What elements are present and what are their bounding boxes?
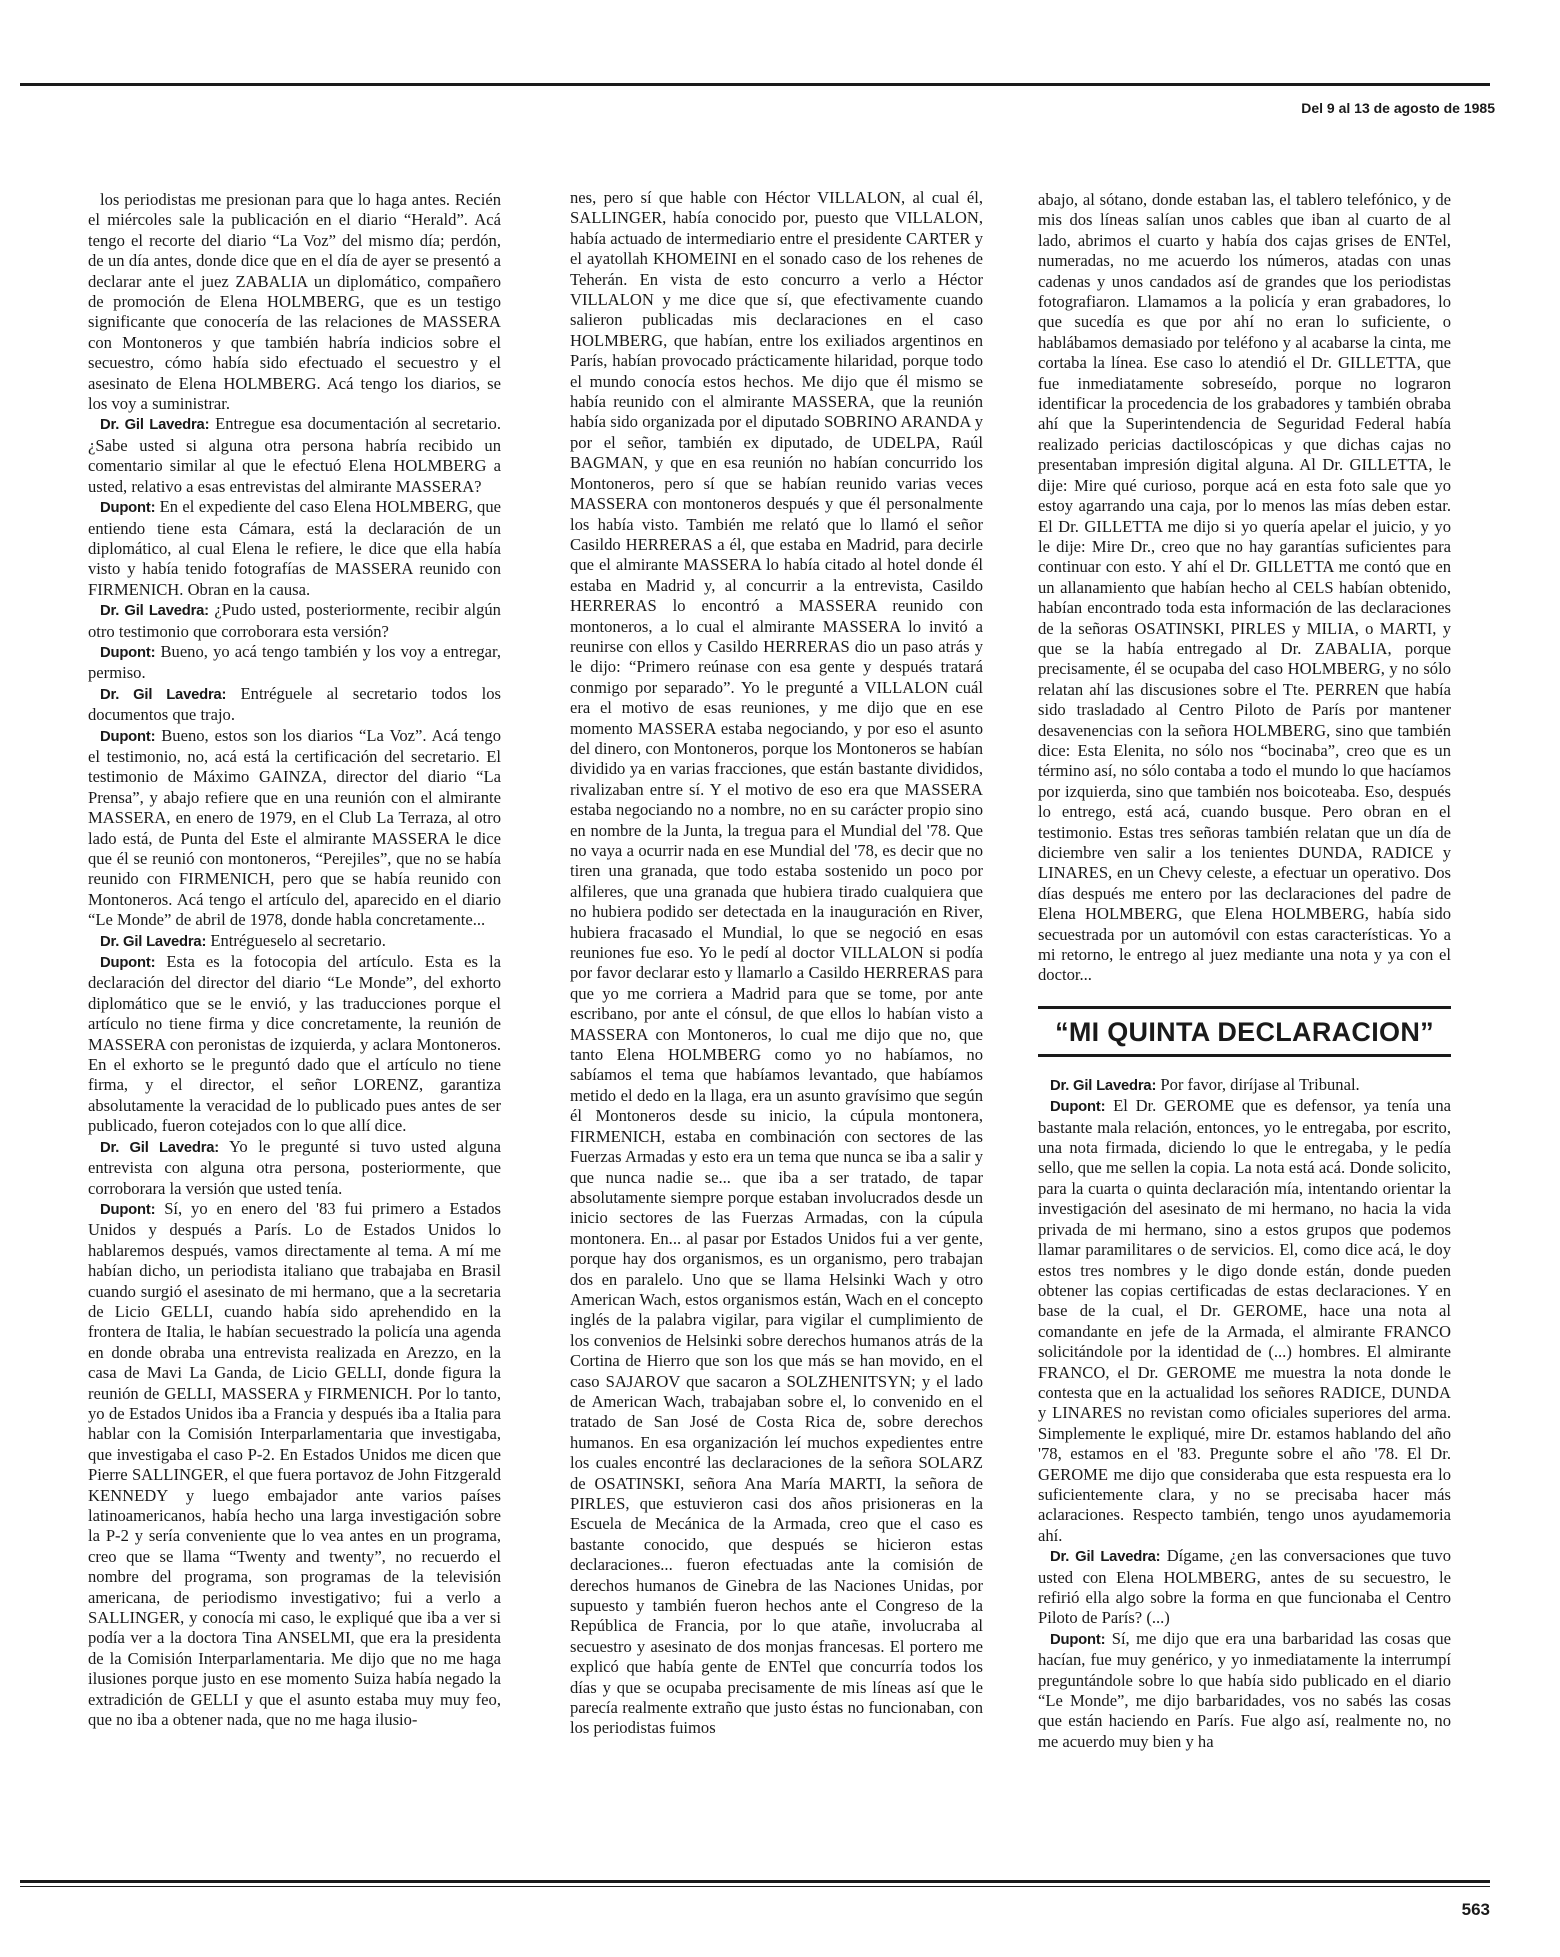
paragraph xyxy=(88,642,501,684)
paragraph xyxy=(1038,1075,1451,1096)
section-header xyxy=(1038,1006,1451,1057)
paragraph xyxy=(88,190,501,414)
section-title: “MI QUINTA DECLARACION” xyxy=(1055,1016,1434,1047)
speaker-label: Dr. Gil Lavedra: xyxy=(100,686,227,703)
speaker-label: Dr. Gil Lavedra: xyxy=(1050,1549,1161,1566)
speaker-label: Dupont: xyxy=(100,500,156,517)
speaker-label: Dr. Gil Lavedra: xyxy=(100,603,209,620)
column-2 xyxy=(570,188,983,1739)
paragraph xyxy=(88,726,501,931)
paragraph xyxy=(1038,1096,1451,1546)
paragraph xyxy=(88,952,501,1137)
issue-dateline: Del 9 al 13 de agosto de 1985 xyxy=(1301,100,1495,116)
paragraph-text: Entréguele al secretario todos los documentos que trajo. xyxy=(88,683,501,725)
speaker-label: Dupont: xyxy=(100,955,156,972)
paragraph xyxy=(88,931,501,952)
paragraph xyxy=(88,600,501,642)
column-3-top xyxy=(1038,190,1451,986)
paragraph xyxy=(88,414,501,497)
speaker-label: Dr. Gil Lavedra: xyxy=(100,417,210,434)
paragraph-text: nes, pero sí que hable con Héctor VILLALON, al cual él, SALLINGER, había conocido por, puesto que VILLALON, había actuado de intermediario entre el presidente CARTER y el ayatollah KHOMEINI en el sonado caso de los rehenes de Teherán. En vista de esto concurro a verlo a Héctor VILLALON y me dice que sí, que efectivamente cuando salieron publicadas mis declaraciones en el caso HOLMBERG, que habían, entre los exiliados argentinos en París, habían provocado prácticamente hilaridad, porque todo el mundo conocía estos hechos. Me dijo que él mismo se había reunido con el almirante MASSERA, que la reunión había sido organizada por el diputado SOBRINO ARANDA y por el señor, también ex diputado, de UDELPA, Raúl BAGMAN, y que en esa reunión no habían concurrido los Montoneros, pero sí que se habían reunido varias veces MASSERA con montoneros después y que él personalmente los había visto. También me relató que lo llamó el señor Casildo HERRERAS a él, que estaba en Madrid, para decirle que el almirante MASSERA lo había citado al hotel donde él estaba en Madrid y, al concurrir a la entrevista, Casildo HERRERAS lo encontró a MASSERA reunido con montoneros, a lo cual el almirante MASSERA lo invitó a reunirse con ellos y Casildo HERRERAS dio un paso atrás y le dijo: “Primero reúnase con esa gente y después tratará conmigo por separado”. Yo le pregunté a VILLALON cuál era el motivo de esas reuniones, y me dijo que en ese momento MASSERA estaba negociando, y por eso el asunto del dinero, con Montoneros, porque los Montoneros se habían dividido ya en varias fracciones, que están bastante divididos, rivalizaban entre sí. Y el motivo de eso era que MASSERA estaba negociando no a nombre, no en su carácter propio sino en nombre de la Junta, la tregua para el Mundial del '78. Que no vaya a ocurrir nada en ese Mundial del '78, es decir que no tiren una granada, que todo estaba sostenido un poco por alfileres, que una granada que hubiera tirado cualquiera que no hubiera podido ser detectada en la inauguración en River, hubiera fracasado el Mundial, lo que se negoció en esas reuniones fue eso. Yo le pedí al doctor VILLALON si podía por favor declarar esto y llamarlo a Casildo HERRERAS para que yo me corriera a Madrid para que se tome, por ante escribano, por ante el cónsul, de que ellos lo habían visto a MASSERA con Montoneros, lo cual me dijo que no, que tanto Elena HOLMBERG como yo no habíamos, no sabíamos el tema que habíamos levantado, que habíamos metido el dedo en la llaga, era un asunto gravísimo que según él Montoneros desde su inicio, la cúpula montonera, FIRMENICH, estaba en combinación con sectores de las Fuerzas Armadas y esto era un tema que nunca se iba a salir y que nunca nadie se... que iba a ser tratado, de tapar absolutamente siempre porque estaban involucrados desde un inicio sectores de las Fuerzas Armadas, con la cúpula montonera. En... al pasar por Estados Unidos fui a ver gente, porque hay dos organismos, es un organismo, pero trabajan dos en paralelo. Uno que se llama Helsinki Wach y otro American Wach, estos organismos están, Wach en el concepto inglés de la palabra vigilar, para vigilar el cumplimiento de los convenios de Helsinki sobre derechos humanos atrás de la Cortina de Hierro que son los que más se han movido, en el caso SAJAROV que sacaron a SOLZHENITSYN; y el lado de American Wach, trabajaban sobre el, lo convenido en el tratado de San José de Costa Rica de, sobre derechos humanos. En esa organización leí muchos expedientes entre los cuales encontré las declaraciones de la señora SOLARZ de OSATINSKI, señora Ana María MARTI, la señora de PIRLES, que estuvieron casi dos años prisioneras en la Escuela de Mecánica de la Armada, creo que el caso es bastante conocido, que después se hicieron estas declaraciones... fueron efectuadas ante la comisión de derechos humanos de Ginebra de las Naciones Unidas, por supuesto y también fueron hechos ante el Congreso de la República de Francia, por lo que atañe, involucraba al secuestro y asesinato de dos monjas francesas. El portero me explicó que había gente de ENTel que concurría todos los días y que se ocupaba precisamente de mis líneas así que le parecía realmente extraño que justo éstas no funcionaban, con los periodistas fuimos xyxy=(570,188,983,1738)
paragraph xyxy=(88,1137,501,1199)
paragraph xyxy=(570,188,983,1739)
paragraph xyxy=(1038,1629,1451,1752)
speaker-label: Dupont: xyxy=(100,728,156,745)
paragraph xyxy=(88,497,501,600)
paragraph-text: abajo, al sótano, donde estaban las, el tablero telefónico, y de mis dos líneas salían unos cables que iban al cuarto de al lado, abrimos el cuarto y había dos cajas grises de ENTel, numeradas, no me acuerdo los números, atadas con unas cadenas y unos candados así de grandes que los periodistas fotografiaron. Llamamos a la policía y eran grabadores, lo que sucedía es que por ahí no eran lo suficiente, o hablábamos demasiado por teléfono y al acabarse la cinta, me cortaba la línea. Ese caso lo atendió el Dr. GILLETTA, que fue inmediatamente sobreseído, porque no lograron identificar la procedencia de los grabadores y también obraba ahí que la Superintendencia de Seguridad Federal había realizado pericias dactiloscópicas y que dichas cajas no presentaban impresión digital alguna. Al Dr. GILLETTA, le dije: Mire qué curioso, porque acá en esta foto sale que yo estoy agarrando una caja, por lo menos las mías deben estar. El Dr. GILLETTA me dijo si yo quería apelar el juicio, y yo le dije: Mire Dr., creo que no hay garantías suficientes para continuar con esto. Y ahí el Dr. GILLETTA me contó que en un allanamiento que habían hecho al CELS habían obtenido, habían encontrado toda esta información de las declaraciones de la señoras OSATINSKI, PIRLES y MILIA, o MARTI, y que se la había entregado al Dr. ZABALIA, porque precisamente, él se ocupaba del caso HOLMBERG, y no sólo relatan ahí las discusiones sobre el Tte. PERREN que había sido trasladado al Centro Piloto de París por mantener desavenencias con la señora HOLMBERG, sino que también dice: Esta Elenita, no sólo nos “bocinaba”, creo que es un término así, no sólo contaba a todo el mundo lo que hacíamos por izquierda, sino que también nos boicoteaba. Eso, después lo entrego, está acá, cuando busque. Pero obran en el testimonio. Estas tres señoras también relatan que un día de diciembre ven salir a los tenientes DUNDA, RADICE y LINARES, en un Chevy celeste, a efectuar un operativo. Dos días después me entero por las declaraciones del padre de Elena HOLMBERG, que Elena HOLMBERG, había sido secuestrada por un automóvil con estas características. Yo a mi retorno, le entrego al juez mediante una nota y ya con el doctor... xyxy=(1038,190,1451,985)
paragraph-text: Bueno, estos son los diarios “La Voz”. Acá tengo el testimonio, no, acá está la certificación del secretario. El testimonio de Máximo GAINZA, director del diario “La Prensa”, y abajo refiere que en una reunión con el almirante MASSERA, en enero de 1979, en el Club La Terraza, al otro lado está, de Punta del Este el almirante MASSERA le dice que él se reunió con montoneros, “Perejiles”, que no se había reunido con FIRMENICH, pero que se había reunido con Montoneros. Acá tengo el artículo del, aparecido en el diario “Le Monde” de abril de 1978, donde habla concretamente... xyxy=(88,725,501,930)
paragraph-text: Esta es la fotocopia del artículo. Esta es la declaración del director del diario “Le Monde”, del exhorto diplomático que se le envió, y las traducciones porque el artículo no tiene firma y dice concretamente, la reunión de MASSERA con peronistas de izquierda, y aclara Montoneros. En el exhorto se le preguntó dado que el artículo no tiene firma, y el director, el señor LORENZ, garantiza absolutamente la veracidad de lo publicado pues antes de ser publicado, fueron cotejados con lo que allí dice. xyxy=(88,952,502,1136)
paragraph-text: Dígame, ¿en las conversaciones que tuvo usted con Elena HOLMBERG, antes de su secuestro, le refirió ella algo sobre la forma en que funcionaba el Centro Piloto de París? (...) xyxy=(1038,1546,1451,1628)
speaker-label: Dupont: xyxy=(1050,1099,1106,1116)
paragraph-text: Entregue esa documentación al secretario. ¿Sabe usted si alguna otra persona habría recibido un comentario similar al que le efectuó Elena HOLMBERG a usted, relativo a esas entrevistas del almirante MASSERA? xyxy=(88,414,502,496)
column-3-bottom xyxy=(1038,1075,1451,1752)
paragraph-text: El Dr. GEROME que es defensor, ya tenía una bastante mala relación, entonces, yo le entregaba, por escrito, una nota firmada, diciendo lo que le entregaba, y le pedía sello, que me sellen la copia. La nota está acá. Donde solicito, para la cuarta o quinta declaración mía, intentando orientar la investigación del asesinato de mi hermano, no hacia la vida privada de mi hermano, sino a estos grupos que podemos llamar paramilitares o de servicios. El, como dice acá, le doy estos tres nombres y le digo donde están, donde pueden obtener las copias certificadas de estas declaraciones. Y en base de la cual, el Dr. GEROME, hace una nota al comandante en jefe de la Armada, el almirante FRANCO solicitándole por la identidad de (...) hombres. El almirante FRANCO, el Dr. GEROME me muestra la nota donde le contesta que en la actualidad los señores RADICE, DUNDA y LINARES no revistan como oficiales superiores del arma. Simplemente le expliqué, mire Dr. estamos hablando del año '78, estamos en el '83. Pregunte sobre el año '78. El Dr. GEROME me dijo que consideraba que esta respuesta era lo suficientemente clara, y no se precisaba hacer más aclaraciones. Respecto también, tengo unos ayudamemoria ahí. xyxy=(1038,1096,1451,1545)
paragraph-text: Yo le pregunté si tuvo usted alguna entrevista con alguna otra persona, posteriormente, que corroborara la versión que usted tenía. xyxy=(88,1136,501,1198)
paragraph xyxy=(1038,190,1451,986)
page-number: 563 xyxy=(1461,1900,1490,1919)
speaker-label: Dupont: xyxy=(1050,1631,1106,1648)
speaker-label: Dupont: xyxy=(100,1201,156,1218)
paragraph-text: los periodistas me presionan para que lo haga antes. Recién el miércoles sale la publicación en el diario “Herald”. Acá tengo el recorte del diario “La Voz” del mismo día; perdón, de un día antes, donde dice que en el día de ayer se presentó a declarar ante el juez ZABALIA un diplomático, compañero de promoción de Elena HOLMBERG, que es un testigo significante que conocería de las relaciones de MASSERA con Montoneros y que también habría indicios sobre el secuestro, cómo había sido efectuado el secuestro y el asesinato de Elena HOLMBERG. Acá tengo los diarios, se los voy a suministrar. xyxy=(88,190,501,414)
paragraph xyxy=(88,1199,501,1731)
paragraph-text: Bueno, yo acá tengo también y los voy a entregar, permiso. xyxy=(88,641,501,683)
paragraph-text: ¿Pudo usted, posteriormente, recibir algún otro testimonio que corroborara esta versión? xyxy=(88,600,501,641)
paragraph xyxy=(88,684,501,726)
paragraph-text: Sí, yo en enero del '83 fui primero a Estados Unidos y después a París. Lo de Estados Unidos lo hablaremos después, vamos directamente al tema. A mí me habían dicho, un periodista italiano que trabajaba en Brasil cuando surgió el asesinato de mi hermano, que a la secretaria de Licio GELLI, cuando había sido aprehendido en la frontera de Italia, le habían secuestrado la policía una agenda en donde obraba una entrevista realizada en Arezzo, en la casa de Mavi La Ganda, de Licio GELLI, donde figura la reunión de GELLI, MASSERA y FIRMENICH. Por lo tanto, yo de Estados Unidos iba a Francia y después iba a Italia para hablar con la Comisión Interparlamentaria que investigaba, que investigaba el caso P-2. En Estados Unidos me dicen que Pierre SALLINGER, el que fuera portavoz de John Fitzgerald KENNEDY y luego embajador ante varios países latinoamericanos, había hecho una larga investigación sobre la P-2 y sería conveniente que lo vea antes en un programa, creo que se llama “Twenty and twenty”, no recuerdo el nombre del programa, son programas de la televisión americana, de periodismo investigativo; fui a verlo a SALLINGER, y conocía mi caso, le expliqué que iba a ver si podía ver a la doctora Tina ANSELMI, que era la presidenta de la Comisión Interparlamentaria. Me dijo que no me haga ilusiones porque justo en ese momento Suiza había negado la extradición de GELLI y que el asunto estaba muy muy feo, que no iba a obtener nada, que no me haga ilusio- xyxy=(88,1198,501,1730)
speaker-label: Dupont: xyxy=(100,644,156,661)
bottom-rule-thin xyxy=(20,1886,1490,1887)
column-3 xyxy=(1038,190,1451,1752)
column-1 xyxy=(88,190,501,1730)
speaker-label: Dr. Gil Lavedra: xyxy=(100,1139,220,1156)
paragraph-text: Sí, me dijo que era una barbaridad las cosas que hacían, fue muy genérico, y yo inmediatamente la interrumpí preguntándole sobre lo que había sido publicado en el diario “Le Monde”, me dijo barbaridades, vos no sabés las cosas que están haciendo en París. Fue algo así, realmente no, no me acuerdo muy bien y ha xyxy=(1038,1628,1451,1751)
paragraph xyxy=(1038,1546,1451,1629)
paragraph-text: Por favor, diríjase al Tribunal. xyxy=(1160,1074,1360,1094)
bottom-rule xyxy=(20,1880,1490,1883)
paragraph-text: En el expediente del caso Elena HOLMBERG, que entiendo tiene esta Cámara, está la declaración de un diplomático, al cual Elena le refiere, le dice que ella había visto y había tenido fotografías de MASSERA reunido con FIRMENICH. Obran en la causa. xyxy=(88,497,501,599)
speaker-label: Dr. Gil Lavedra: xyxy=(1050,1077,1157,1094)
speaker-label: Dr. Gil Lavedra: xyxy=(100,933,207,950)
paragraph-text: Entrégueselo al secretario. xyxy=(210,930,386,950)
top-rule xyxy=(20,83,1490,86)
